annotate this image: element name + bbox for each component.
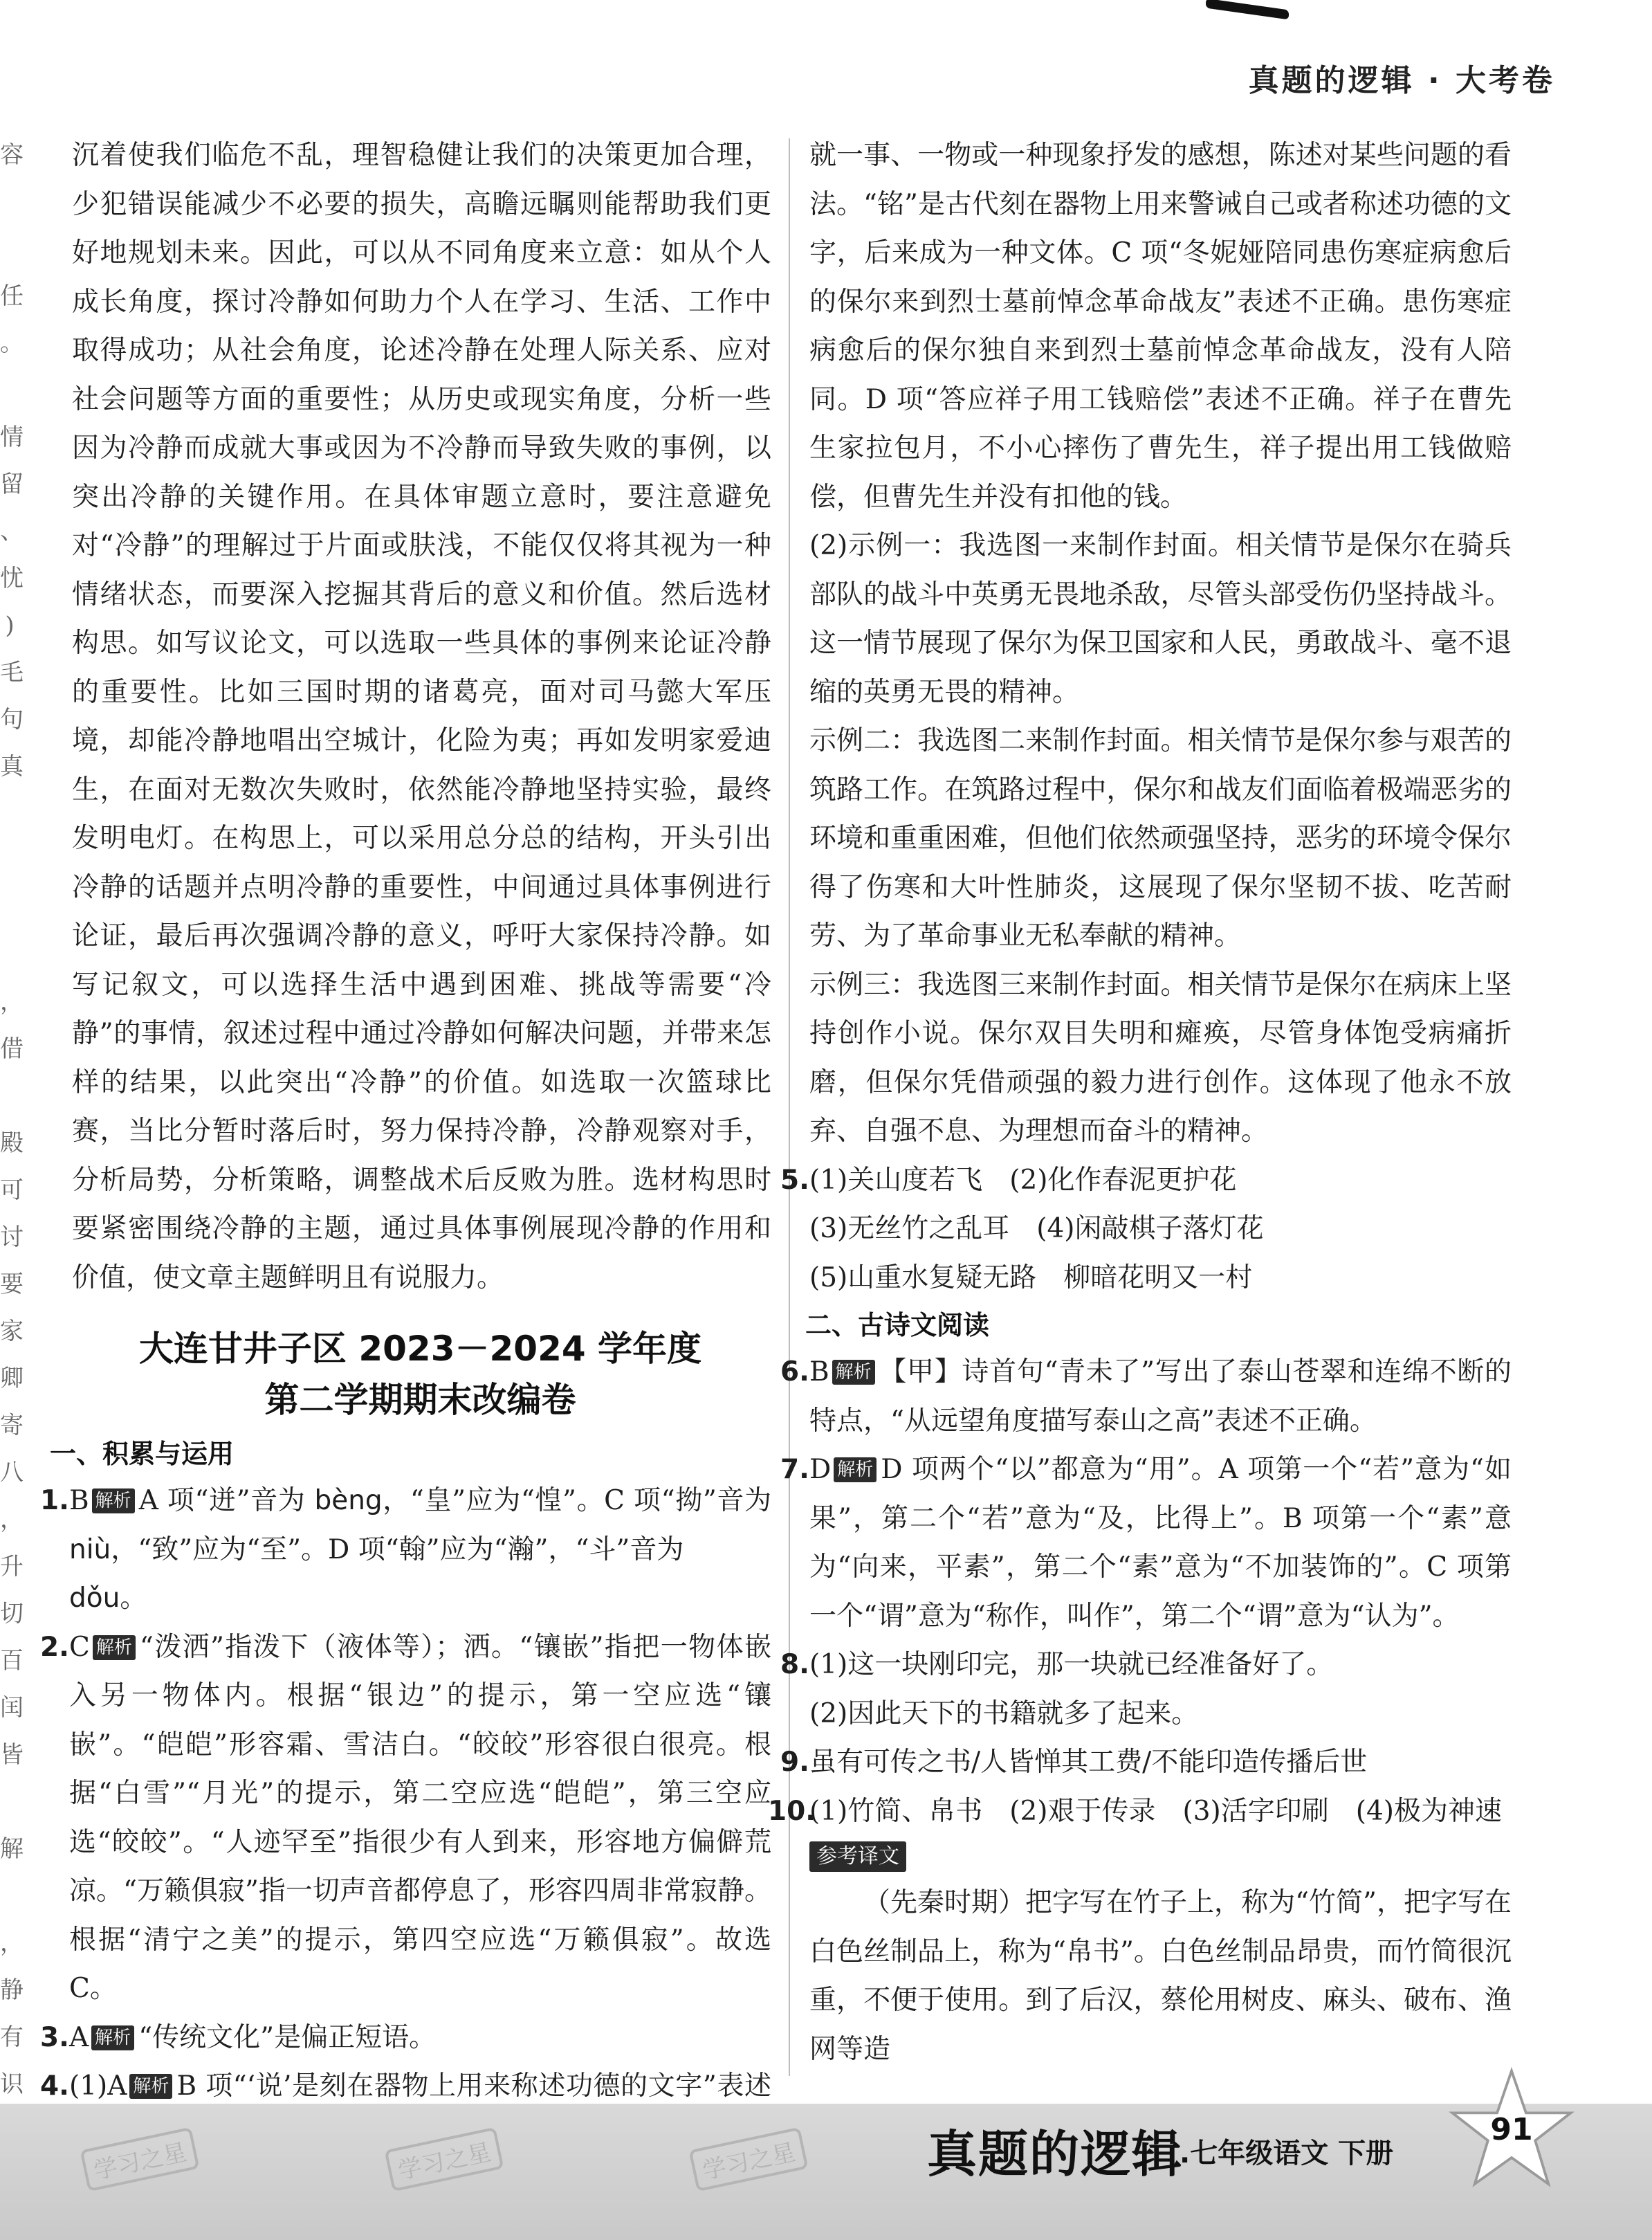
answer-line-1: (1)这一块刚印完，那一块就已经准备好了。 — [809, 1649, 1334, 1680]
section-heading-2: 二、古诗文阅读 — [805, 1310, 990, 1340]
question-number: 3. — [40, 2021, 69, 2053]
answer-text: 虽有可传之书/人皆惮其工费/不能印造传播后世 — [809, 1747, 1368, 1778]
footer-subtitle: .七年级语文 下册 — [1180, 2138, 1394, 2169]
analysis-tag: 解析 — [834, 1457, 877, 1482]
question-7 — [780, 1446, 1512, 1641]
reference-translation-text: （先秦时期）把字写在竹子上，称为“竹简”，把字写在白色丝制品上，称为“帛书”。白色丝制品昂贵，而竹简很沉重，不便于使用。到了后汉，蔡伦用树皮、麻头、破布、渔网等造 — [809, 1887, 1512, 2065]
answer-line-2: (3)无丝竹之乱耳 (4)闲敲棋子落灯花 — [809, 1213, 1264, 1244]
question-9 — [780, 1738, 1512, 1787]
q4-2-example-2: 示例二：我选图二来制作封面。相关情节是保尔参与艰苦的筑路工作。在筑路过程中，保尔和战友们面临着极端恶劣的环境和重重困难，但他们依然顽强坚持，恶劣的环境令保尔得了伤寒和大叶性肺炎，这展现了保尔坚韧不拔、吃苦耐劳、为了革命事业无私奉献的精神。 — [809, 725, 1512, 951]
answer-letter: B — [809, 1356, 829, 1387]
answer-line-1: (1)关山度若飞 (2)化作春泥更护花 — [809, 1164, 1237, 1196]
analysis-text: D 项两个“以”都意为“用”。A 项第一个“若”意为“如果”，第二个“若”意为“及，比得上”。B 项第一个“素”意为“向来，平素”，第二个“素”意为“不加装饰的”。C 项第一个“谓”意为“称作，叫作”，第二个“谓”意为“认为”。 — [809, 1454, 1512, 1632]
page-number: 91 — [1490, 2112, 1533, 2147]
essay-guidance-paragraph: 沉着使我们临危不乱，理智稳健让我们的决策更加合理，少犯错误能减少不必要的损失，高瞻远瞩则能帮助我们更好地规划未来。因此，可以从不同角度来立意：如从个人成长角度，探讨冷静如何助力个人在学习、生活、工作中取得成功；从社会角度，论述冷静在处理人际关系、应对社会问题等方面的重要性；从历史或现实角度，分析一些因为冷静而成就大事或因为不冷静而导致失败的事例，以突出冷静的关键作用。在具体审题立意时，要注意避免对“冷静”的理解过于片面或肤浅，不能仅仅将其视为一种情绪状态，而要深入挖掘其背后的意义和价值。然后选材构思。如写议论文，可以选取一些具体的事例来论证冷静的重要性。比如三国时期的诸葛亮，面对司马懿大军压境，却能冷静地唱出空城计，化险为夷；再如发明家爱迪生，在面对无数次失败时，依然能冷静地坚持实验，最终发明电灯。在构思上，可以采用总分总的结构，开头引出冷静的话题并点明冷静的重要性，中间通过具体事例进行论证，最后再次强调冷静的意义，呼吁大家保持冷静。如写记叙文，可以选择生活中遇到困难、挑战等需要“冷静”的事情，叙述过程中通过冷静如何解决问题，并带来怎样的结果，以此突出“冷静”的价值。如选取一次篮球比赛，当比分暂时落后时，努力保持冷静，冷静观察对手，分析局势，分析策略，调整战术后反败为胜。选材构思时要紧密围绕冷静的主题，通过具体事例展现冷静的作用和价值，使文章主题鲜明且有说服力。 — [72, 140, 771, 1293]
question-5 — [780, 1156, 1512, 1303]
q4-continued-paragraph: 就一事、一物或一种现象抒发的感想，陈述对某些问题的看法。“铭”是古代刻在器物上用来警诫自己或者称述功德的文字，后来成为一种文体。C 项“冬妮娅陪同患伤寒症病愈后的保尔来到烈士墓前悼念革命战友”表述不正确。患伤寒症病愈后的保尔独自来到烈士墓前悼念革命战友，没有人陪同。D 项“答应祥子用工钱赔偿”表述不正确。祥子在曹先生家拉包月，不小心摔伤了曹先生，祥子提出用工钱做赔偿，但曹先生并没有扣他的钱。 — [809, 140, 1512, 513]
pinyin-a: bèng — [314, 1485, 383, 1516]
question-1 — [40, 1477, 771, 1623]
pinyin-c: dǒu — [69, 1583, 120, 1614]
analysis-text: “传统文化”是偏正短语。 — [138, 2021, 437, 2053]
analysis-text-d: 。 — [120, 1583, 147, 1614]
footer-watermark-badge: 学习之星 — [80, 2127, 199, 2192]
question-number: 4. — [40, 2070, 69, 2102]
analysis-text-a: A 项“迸”音为 — [138, 1485, 315, 1516]
analysis-text: 【甲】诗首句“青未了”写出了泰山苍翠和连绵不断的特点，“从远望角度描写泰山之高”表述不正确。 — [809, 1356, 1512, 1437]
right-column — [768, 131, 1512, 2074]
answer-letter: D — [809, 1454, 832, 1485]
question-6 — [780, 1348, 1512, 1446]
exam-title-line-2: 第二学期期末改编卷 — [264, 1380, 576, 1420]
exam-title-line-1: 大连甘井子区 2023－2024 学年度 — [138, 1329, 702, 1369]
reference-translation-tag: 参考译文 — [809, 1841, 906, 1872]
pinyin-b: niù — [69, 1533, 111, 1565]
question-10 — [768, 1787, 1512, 1837]
question-2 — [40, 1623, 771, 2014]
question-3 — [40, 2014, 771, 2063]
answer-letter: (1)A — [69, 2070, 127, 2102]
question-number: 1. — [40, 1485, 69, 1516]
answer-letter: A — [69, 2021, 89, 2053]
footer-watermark-badge: 学习之星 — [384, 2127, 504, 2192]
answer-text: (1)竹简、帛书 (2)艰于传录 (3)活字印刷 (4)极为神速 — [809, 1795, 1502, 1827]
analysis-tag: 解析 — [832, 1360, 875, 1385]
answer-letter: B — [69, 1485, 89, 1516]
q4-2-example-1: (2)示例一：我选图一来制作封面。相关情节是保尔在骑兵部队的战斗中英勇无畏地杀敌，尽管头部受伤仍坚持战斗。这一情节展现了保尔为保卫国家和人民，勇敢战斗、毫不退缩的英勇无畏的精神。 — [809, 530, 1512, 708]
analysis-tag: 解析 — [129, 2074, 172, 2099]
answer-letter: C — [69, 1631, 90, 1663]
analysis-text-b: ，“皇”应为“惶”。C 项“拗”音为 — [382, 1485, 771, 1516]
question-8 — [780, 1641, 1512, 1738]
header-decor-stroke — [1206, 0, 1289, 19]
adjacent-page-edge-text: 容 任 。 情 留 、 忧 ) 毛 句 真 ， 借 殿 可 讨 要 家 卿 寄 八 ， 升 切 百 闰 皆 解 ， 静 有 识 — [0, 141, 24, 2098]
footer-watermark-badge: 学习之星 — [688, 2127, 808, 2192]
q4-2-example-3: 示例三：我选图三来制作封面。相关情节是保尔在病床上坚持创作小说。保尔双目失明和瘫痪，尽管身体饱受病痛折磨，但保尔凭借顽强的毅力进行创作。这体现了他永不放弃、自强不息、为理想而奋斗的精神。 — [809, 969, 1512, 1147]
analysis-text: B 项“‘说’是刻在器物上用来称述功德的文字”表述 — [176, 2070, 771, 2102]
analysis-text-c: ，“致”应为“至”。D 项“翰”应为“瀚”，“斗”音为 — [111, 1533, 684, 1565]
question-number: 6. — [780, 1356, 809, 1387]
question-number: 7. — [780, 1454, 809, 1485]
question-number: 2. — [40, 1631, 69, 1663]
question-number: 5. — [780, 1164, 809, 1196]
answer-line-2: (2)因此天下的书籍就多了起来。 — [809, 1697, 1199, 1729]
answer-line-3: (5)山重水复疑无路 柳暗花明又一村 — [809, 1262, 1253, 1293]
exam-title — [69, 1323, 771, 1426]
header-title: 真题的逻辑 · 大考卷 — [1248, 63, 1555, 98]
left-column — [40, 131, 771, 2160]
analysis-tag: 解析 — [91, 2025, 134, 2050]
question-number: 10. — [768, 1795, 816, 1827]
analysis-tag: 解析 — [93, 1635, 136, 1660]
question-number: 9. — [780, 1747, 809, 1778]
analysis-text: “泼洒”指泼下（液体等）；洒。“镶嵌”指把一物体嵌入另一物体内。根据“银边”的提示，第一空应选“镶嵌”。“皑皑”形容霜、雪洁白。“皎皎”形容很白很亮。根据“白雪”“月光”的提示，第二空应选“皑皑”，第三空应选“皎皎”。“人迹罕至”指很少有人到来，形容地方偏僻荒凉。“万籁俱寂”指一切声音都停息了，形容四周非常寂静。根据“清宁之美”的提示，第四空应选“万籁俱寂”。故选 C。 — [69, 1631, 771, 2004]
question-number: 8. — [780, 1649, 809, 1680]
footer-title: 真题的逻辑 — [927, 2125, 1184, 2183]
analysis-tag: 解析 — [92, 1488, 135, 1513]
section-heading-1: 一、积累与运用 — [50, 1439, 235, 1469]
footer-band — [0, 2104, 1652, 2240]
